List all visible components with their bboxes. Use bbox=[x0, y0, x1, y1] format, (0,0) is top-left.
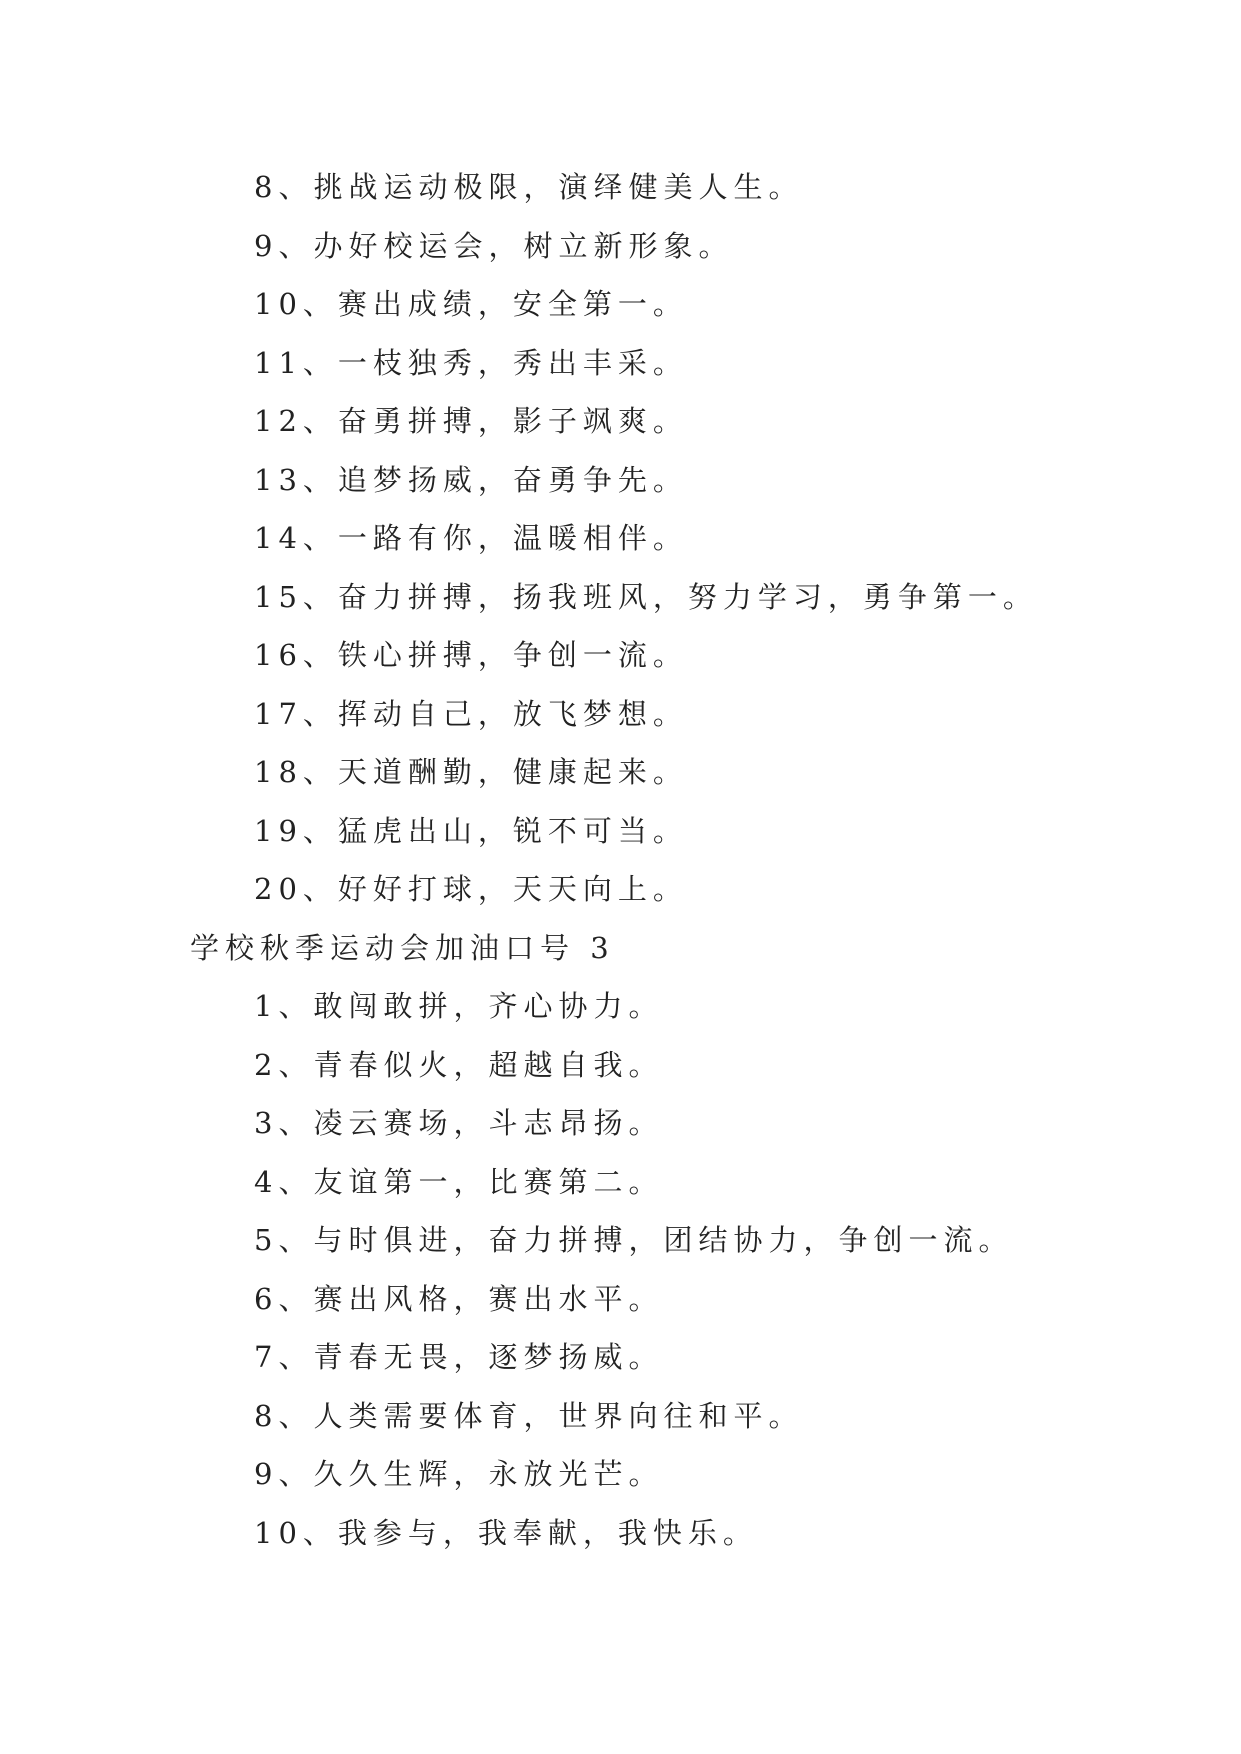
slogan-list-a-item-9: 9、办好校运会，树立新形象。 bbox=[254, 228, 734, 263]
document-body bbox=[190, 158, 1150, 1562]
slogan-list-a-item-11: 11、一枝独秀，秀出丰采。 bbox=[254, 345, 688, 380]
slogan-list-b-item-5: 5、与时俱进，奋力拼搏，团结协力，争创一流。 bbox=[254, 1223, 1014, 1257]
slogan-list-b-item-9: 9、久久生辉，永放光芒。 bbox=[254, 1457, 664, 1491]
slogan-list-b-item-4: 4、友谊第一，比赛第二。 bbox=[254, 1164, 664, 1199]
slogan-list-a-item-20: 20、好好打球，天天向上。 bbox=[254, 872, 688, 906]
slogan-list-b-item-2: 2、青春似火，超越自我。 bbox=[254, 1047, 664, 1082]
slogan-list-b-item-10: 10、我参与，我奉献，我快乐。 bbox=[254, 1515, 758, 1550]
slogan-list-a-item-14: 14、一路有你，温暖相伴。 bbox=[254, 521, 688, 555]
slogan-list-b-item-7: 7、青春无畏，逐梦扬威。 bbox=[254, 1340, 664, 1374]
slogan-list-a-item-19: 19、猛虎出山，锐不可当。 bbox=[254, 813, 688, 848]
slogan-list-b-item-8: 8、人类需要体育，世界向往和平。 bbox=[254, 1398, 804, 1433]
slogan-list-b-item-6: 6、赛出风格，赛出水平。 bbox=[254, 1281, 664, 1316]
slogan-list-a-item-8: 8、挑战运动极限，演绎健美人生。 bbox=[254, 170, 804, 204]
slogan-list-a-item-15: 15、奋力拼搏，扬我班风，努力学习，勇争第一。 bbox=[254, 579, 1038, 614]
slogan-list-a-item-13: 13、追梦扬威，奋勇争先。 bbox=[254, 462, 688, 497]
slogan-list-a-item-10: 10、赛出成绩，安全第一。 bbox=[254, 287, 688, 321]
section-heading: 学校秋季运动会加油口号 3 bbox=[190, 930, 615, 965]
slogan-list-a-item-16: 16、铁心拼搏，争创一流。 bbox=[254, 638, 688, 672]
slogan-list-a-item-18: 18、天道酬勤，健康起来。 bbox=[254, 755, 688, 789]
slogan-list-b-item-3: 3、凌云赛场，斗志昂扬。 bbox=[254, 1106, 664, 1140]
slogan-list-b-item-1: 1、敢闯敢拼，齐心协力。 bbox=[254, 989, 664, 1023]
slogan-list-a-item-12: 12、奋勇拼搏，影子飒爽。 bbox=[254, 404, 688, 438]
slogan-list-a-item-17: 17、挥动自己，放飞梦想。 bbox=[254, 696, 688, 731]
